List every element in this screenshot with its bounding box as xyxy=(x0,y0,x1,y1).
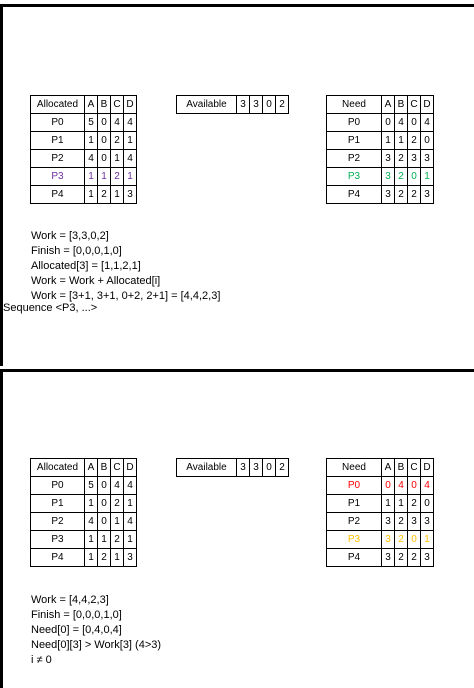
table-cell: 0 xyxy=(421,495,434,513)
table-row xyxy=(327,549,434,567)
table-cell: 2 xyxy=(408,549,421,567)
process-label: P3 xyxy=(327,168,382,186)
table-cell: 3 xyxy=(382,549,395,567)
table-cell: 1 xyxy=(85,132,98,150)
table-row xyxy=(327,132,434,150)
need-header: Need xyxy=(327,459,382,477)
process-label: P0 xyxy=(327,477,382,495)
table-cell: 3 xyxy=(237,96,250,114)
table-cell: 2 xyxy=(395,150,408,168)
available-header: Available xyxy=(177,96,237,114)
table-cell: 1 xyxy=(98,531,111,549)
table-cell: 2 xyxy=(111,495,124,513)
column-header-b: B xyxy=(395,459,408,477)
table-row xyxy=(177,459,289,477)
table-cell: 0 xyxy=(263,459,276,477)
column-header-d: D xyxy=(421,459,434,477)
table-header-row xyxy=(327,96,434,114)
table-cell: 2 xyxy=(111,132,124,150)
slide-2 xyxy=(0,369,474,688)
table-cell: 2 xyxy=(111,168,124,186)
table-cell: 1 xyxy=(98,168,111,186)
table-cell: 4 xyxy=(124,513,137,531)
table-row xyxy=(31,477,137,495)
table-cell: 4 xyxy=(85,513,98,531)
table-cell: 4 xyxy=(421,477,434,495)
table-cell: 1 xyxy=(85,549,98,567)
table-cell: 4 xyxy=(85,150,98,168)
process-label: P1 xyxy=(31,495,85,513)
table-cell: 1 xyxy=(124,132,137,150)
note-line: Need[0][3] > Work[3] (4>3) xyxy=(31,639,162,651)
process-label: P1 xyxy=(327,132,382,150)
table-row xyxy=(31,513,137,531)
allocated-header: Allocated xyxy=(31,96,85,114)
column-header-d: D xyxy=(124,96,137,114)
process-label: P1 xyxy=(327,495,382,513)
note-line: Allocated[3] = [1,1,2,1] xyxy=(31,260,141,272)
slide-1 xyxy=(0,4,474,366)
available-table xyxy=(176,458,289,477)
table-row xyxy=(327,114,434,132)
table-cell: 1 xyxy=(111,549,124,567)
table-cell: 3 xyxy=(382,168,395,186)
process-label: P2 xyxy=(31,513,85,531)
table-cell: 2 xyxy=(395,531,408,549)
table-cell: 4 xyxy=(124,477,137,495)
table-cell: 0 xyxy=(408,114,421,132)
table-cell: 1 xyxy=(124,531,137,549)
table-cell: 1 xyxy=(124,495,137,513)
need-table xyxy=(326,458,434,567)
need-header: Need xyxy=(327,96,382,114)
column-header-c: C xyxy=(408,96,421,114)
process-label: P0 xyxy=(31,114,85,132)
table-cell: 3 xyxy=(382,531,395,549)
table-cell: 4 xyxy=(124,150,137,168)
note-line: Work = [3+1, 3+1, 0+2, 2+1] = [4,4,2,3] xyxy=(31,290,221,302)
table-cell: 3 xyxy=(237,459,250,477)
table-cell: 0 xyxy=(98,150,111,168)
table-cell: 3 xyxy=(124,186,137,204)
table-cell: 0 xyxy=(98,495,111,513)
table-cell: 2 xyxy=(276,96,289,114)
table-cell: 1 xyxy=(124,168,137,186)
table-cell: 1 xyxy=(395,495,408,513)
column-header-d: D xyxy=(421,96,434,114)
process-label: P4 xyxy=(327,186,382,204)
table-cell: 3 xyxy=(250,96,263,114)
process-label: P0 xyxy=(327,114,382,132)
table-cell: 2 xyxy=(111,531,124,549)
table-cell: 2 xyxy=(408,186,421,204)
table-cell: 4 xyxy=(421,114,434,132)
process-label: P3 xyxy=(31,531,85,549)
column-header-a: A xyxy=(382,459,395,477)
table-cell: 2 xyxy=(395,549,408,567)
table-cell: 0 xyxy=(263,96,276,114)
column-header-a: A xyxy=(85,459,98,477)
allocated-table xyxy=(30,458,137,567)
table-cell: 3 xyxy=(421,150,434,168)
need-table xyxy=(326,95,434,204)
process-label: P0 xyxy=(31,477,85,495)
table-header-row xyxy=(327,459,434,477)
table-cell: 3 xyxy=(382,513,395,531)
column-header-c: C xyxy=(408,459,421,477)
table-cell: 2 xyxy=(98,549,111,567)
column-header-b: B xyxy=(98,96,111,114)
table-cell: 0 xyxy=(98,477,111,495)
table-cell: 0 xyxy=(98,513,111,531)
table-cell: 1 xyxy=(111,150,124,168)
table-row xyxy=(327,495,434,513)
table-cell: 2 xyxy=(276,459,289,477)
table-row xyxy=(31,132,137,150)
table-row xyxy=(31,549,137,567)
column-header-a: A xyxy=(85,96,98,114)
process-label: P4 xyxy=(31,549,85,567)
table-cell: 1 xyxy=(421,168,434,186)
table-row xyxy=(327,513,434,531)
table-cell: 2 xyxy=(395,186,408,204)
table-cell: 5 xyxy=(85,477,98,495)
table-cell: 2 xyxy=(98,186,111,204)
table-cell: 0 xyxy=(98,114,111,132)
note-line: Work = [3,3,0,2] xyxy=(31,230,109,242)
table-row-highlighted xyxy=(327,477,434,495)
column-header-b: B xyxy=(395,96,408,114)
note-line: Finish = [0,0,0,1,0] xyxy=(31,245,122,257)
table-row xyxy=(31,150,137,168)
table-cell: 1 xyxy=(382,132,395,150)
note-line: Work = Work + Allocated[i] xyxy=(31,275,161,287)
process-label: P1 xyxy=(31,132,85,150)
table-cell: 4 xyxy=(395,114,408,132)
table-cell: 1 xyxy=(85,186,98,204)
table-cell: 3 xyxy=(421,513,434,531)
table-cell: 3 xyxy=(250,459,263,477)
note-line: i ≠ 0 xyxy=(31,654,52,666)
table-cell: 0 xyxy=(408,531,421,549)
process-label: P2 xyxy=(31,150,85,168)
table-row xyxy=(177,96,289,114)
process-label: P2 xyxy=(327,513,382,531)
available-header: Available xyxy=(177,459,237,477)
table-cell: 3 xyxy=(408,513,421,531)
table-cell: 3 xyxy=(382,186,395,204)
table-cell: 1 xyxy=(421,531,434,549)
process-label: P2 xyxy=(327,150,382,168)
table-cell: 2 xyxy=(408,495,421,513)
allocated-header: Allocated xyxy=(31,459,85,477)
table-row xyxy=(31,186,137,204)
column-header-c: C xyxy=(111,459,124,477)
process-label: P4 xyxy=(327,549,382,567)
table-cell: 4 xyxy=(111,114,124,132)
table-cell: 5 xyxy=(85,114,98,132)
table-cell: 1 xyxy=(85,168,98,186)
table-cell: 0 xyxy=(98,132,111,150)
sequence-text: Sequence <P3, ...> xyxy=(3,302,98,314)
table-cell: 3 xyxy=(421,186,434,204)
table-row-completed xyxy=(327,531,434,549)
table-cell: 1 xyxy=(395,132,408,150)
table-row xyxy=(31,495,137,513)
note-line: Need[0] = [0,4,0,4] xyxy=(31,624,122,636)
table-row xyxy=(31,114,137,132)
table-cell: 0 xyxy=(382,477,395,495)
table-cell: 2 xyxy=(395,513,408,531)
table-cell: 3 xyxy=(124,549,137,567)
table-cell: 1 xyxy=(111,513,124,531)
work-notes xyxy=(31,593,161,668)
table-cell: 3 xyxy=(382,150,395,168)
process-label: P3 xyxy=(327,531,382,549)
process-label: P4 xyxy=(31,186,85,204)
column-header-a: A xyxy=(382,96,395,114)
table-row-highlighted xyxy=(327,168,434,186)
table-cell: 1 xyxy=(85,531,98,549)
available-table xyxy=(176,95,289,114)
table-cell: 2 xyxy=(408,132,421,150)
table-header-row xyxy=(31,96,137,114)
table-cell: 3 xyxy=(421,549,434,567)
table-cell: 2 xyxy=(395,168,408,186)
table-cell: 0 xyxy=(421,132,434,150)
column-header-d: D xyxy=(124,459,137,477)
column-header-c: C xyxy=(111,96,124,114)
table-row xyxy=(31,531,137,549)
table-cell: 1 xyxy=(111,186,124,204)
table-row-highlighted xyxy=(31,168,137,186)
table-cell: 1 xyxy=(85,495,98,513)
table-row xyxy=(327,186,434,204)
table-row xyxy=(327,150,434,168)
table-cell: 1 xyxy=(382,495,395,513)
note-line: Finish = [0,0,0,1,0] xyxy=(31,609,122,621)
work-notes xyxy=(31,229,220,304)
process-label: P3 xyxy=(31,168,85,186)
table-header-row xyxy=(31,459,137,477)
table-cell: 4 xyxy=(124,114,137,132)
allocated-table xyxy=(30,95,137,204)
table-cell: 4 xyxy=(395,477,408,495)
table-cell: 0 xyxy=(408,168,421,186)
table-cell: 3 xyxy=(408,150,421,168)
table-cell: 4 xyxy=(111,477,124,495)
column-header-b: B xyxy=(98,459,111,477)
note-line: Work = [4,4,2,3] xyxy=(31,594,109,606)
table-cell: 0 xyxy=(408,477,421,495)
table-cell: 0 xyxy=(382,114,395,132)
